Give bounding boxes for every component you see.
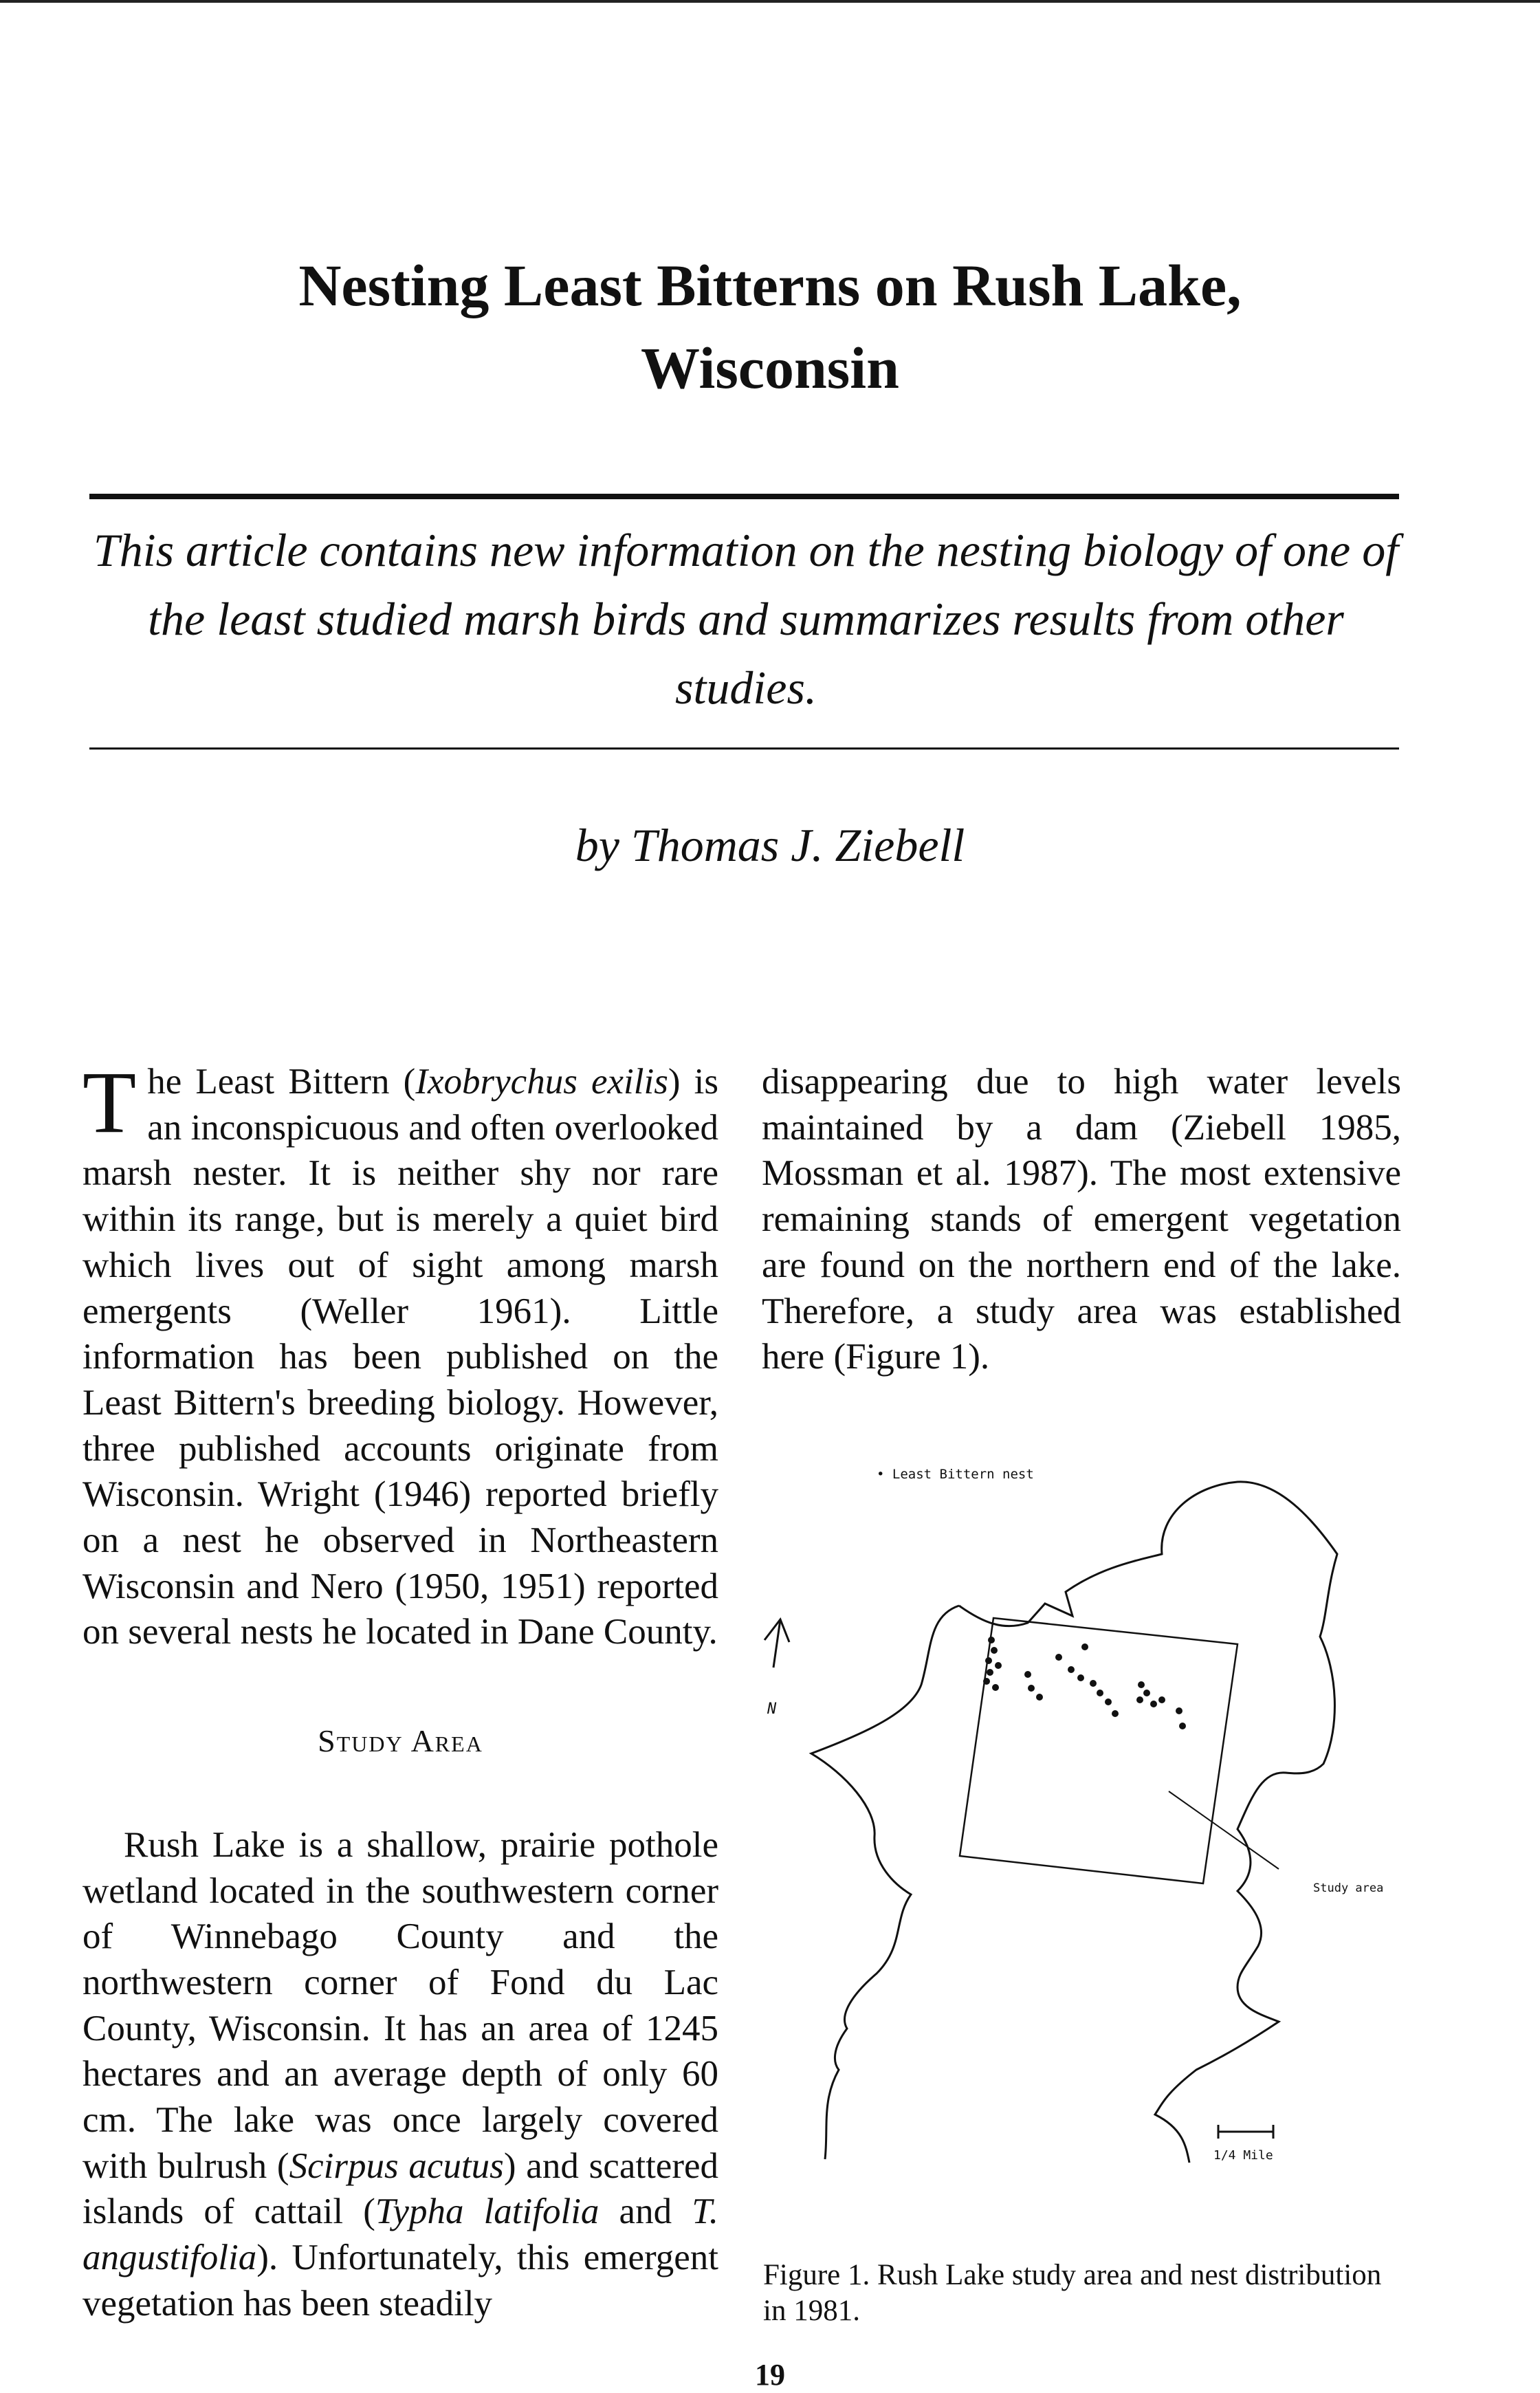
nest-point — [991, 1647, 998, 1654]
nest-point — [1090, 1680, 1097, 1687]
north-arrow-icon — [764, 1619, 789, 1668]
map-legend: • Least Bittern nest — [877, 1467, 1034, 1482]
shoreline-west — [811, 1606, 959, 2159]
nest-point — [1179, 1723, 1186, 1729]
nest-points — [983, 1637, 1186, 1729]
section-heading-study-area: Study Area — [318, 1723, 483, 1759]
scale-label: 1/4 Mile — [1213, 2148, 1273, 2163]
nest-point — [985, 1657, 992, 1664]
nest-point — [992, 1684, 999, 1691]
article-title: Nesting Least Bitterns on Rush Lake, Wisconsin — [298, 252, 1242, 401]
left-column — [82, 1053, 719, 2327]
nest-point — [1176, 1707, 1182, 1714]
nest-point — [1068, 1666, 1075, 1673]
top-rule — [0, 0, 1540, 3]
scale-bar — [1218, 2125, 1273, 2139]
nest-point — [1158, 1696, 1165, 1703]
study-area-map — [756, 1451, 1402, 2214]
nest-point — [1028, 1685, 1035, 1692]
nest-point — [1036, 1694, 1043, 1701]
nest-point — [987, 1669, 993, 1676]
figure-caption: Figure 1. Rush Lake study area and nest distribution in 1981. — [763, 2259, 1382, 2327]
shoreline-east — [959, 1482, 1337, 2163]
nest-point — [1150, 1701, 1157, 1707]
nest-point — [983, 1678, 990, 1685]
study-area-label: Study area — [1313, 1881, 1384, 1895]
north-label: N — [767, 1701, 777, 1718]
right-column — [762, 1059, 1401, 1380]
nest-point — [995, 1662, 1002, 1669]
page-number: 19 — [755, 2358, 785, 2392]
nest-point — [1138, 1681, 1145, 1688]
nest-point — [1081, 1643, 1088, 1650]
study-area-boundary — [960, 1618, 1238, 1883]
nest-point — [1136, 1696, 1143, 1703]
nest-point — [1055, 1654, 1062, 1661]
nest-point — [1143, 1690, 1150, 1696]
continued-paragraph: disappearing due to high water levels maintained by a dam (Ziebell 1985, Mossman et al. 1987). The most extensive remaining stands of emergent vegetation are found on the northern end of the lake. Therefore, a study area was established here (Figure 1). — [762, 1062, 1401, 1377]
deck-divider-thin — [89, 747, 1399, 750]
nest-point — [988, 1637, 995, 1643]
article-deck: This article contains new information on the nesting biology of one of the least studied marsh birds and summarizes results from other studies. — [93, 524, 1399, 714]
title-divider-thick — [89, 494, 1399, 499]
species-name: Ixobrychus exilis — [415, 1062, 668, 1102]
nest-point — [1105, 1698, 1112, 1705]
drop-cap: T — [82, 1053, 137, 1151]
study-area-paragraph: Rush Lake is a shallow, prairie pothole wetland located in the southwestern corner of Winnebago County and the northwestern corner of Fond du Lac County, Wisconsin. It has an area of 1245 hectares and an average depth of only 60 cm. The lake was once largely covered with bulrush (Scirpus acutus) and scattered islands of cattail (Typha latifolia and T. angustifolia). Unfortunately, this emergent vegetation has been steadily — [82, 1824, 719, 2324]
nest-point — [1077, 1674, 1084, 1681]
byline: by Thomas J. Ziebell — [575, 819, 965, 871]
nest-point — [1112, 1710, 1119, 1717]
nest-point — [1097, 1690, 1103, 1696]
intro-paragraph: The Least Bittern (Ixobrychus exilis) is an inconspicuous and often overlooked marsh nester. It is neither shy nor rare within its range, but is merely a quiet bird which lives out of sight among marsh emergents (Weller 1961). Little information has been published on the Least Bittern's breeding biology. However, three published accounts originate from Wisconsin. Wright (1946) reported briefly on a nest he observed in Northeastern Wisconsin and Nero (1950, 1951) reported on several nests he located in Dane County. — [82, 1053, 719, 1652]
nest-point — [1024, 1671, 1031, 1678]
study-area-leader — [1169, 1791, 1279, 1869]
